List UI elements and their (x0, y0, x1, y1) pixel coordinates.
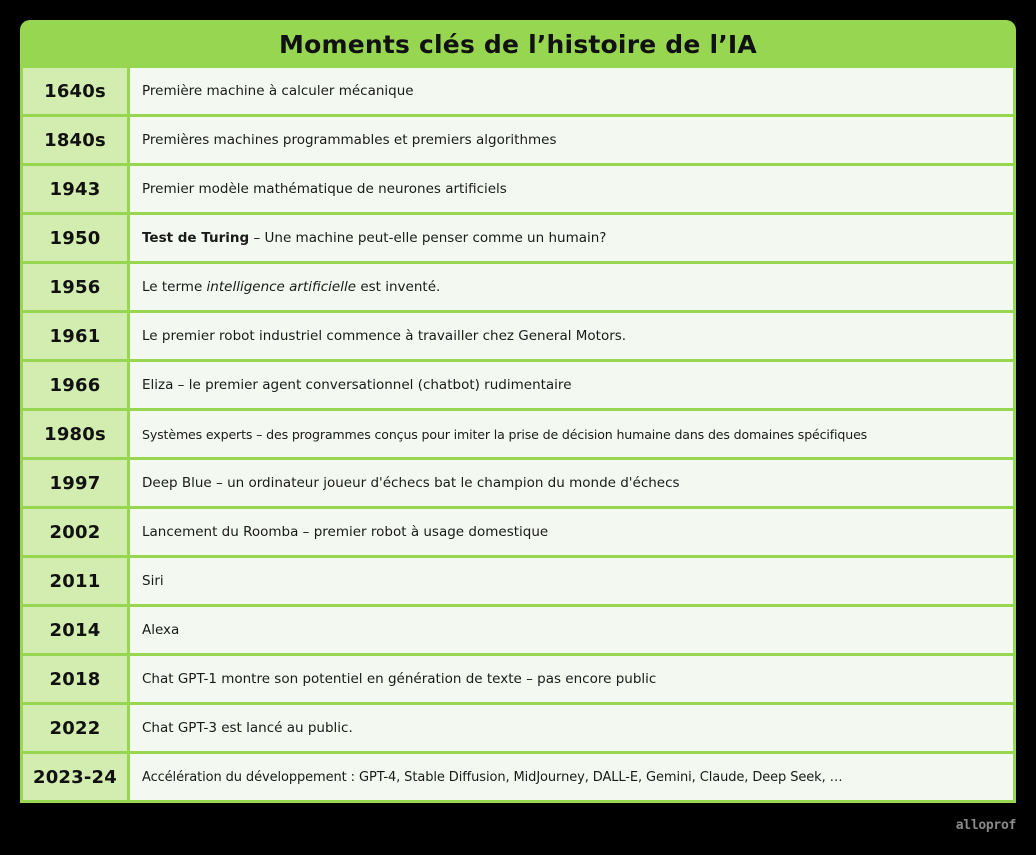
description-cell (130, 754, 1013, 800)
description-bold: Test de Turing (142, 230, 250, 246)
table-row (23, 215, 1013, 261)
table-row (23, 411, 1013, 457)
year-cell: 1640s (23, 68, 127, 114)
table-row (23, 705, 1013, 751)
description-cell (130, 558, 1013, 604)
description-text: Première machine à calculer mécanique (142, 83, 414, 99)
description-text: Alexa (142, 622, 180, 638)
year-cell: 2002 (23, 509, 127, 555)
table-row (23, 558, 1013, 604)
description-text: Lancement du Roomba – premier robot à usage domestique (142, 524, 549, 540)
year-cell: 1961 (23, 313, 127, 359)
year-cell: 1980s (23, 411, 127, 457)
table-row (23, 656, 1013, 702)
year-cell: 2022 (23, 705, 127, 751)
description-italic: intelligence artificielle (206, 279, 357, 295)
description-cell (130, 411, 1013, 457)
year-cell: 1943 (23, 166, 127, 212)
table-row (23, 68, 1013, 114)
description-text-end: est inventé. (356, 279, 441, 295)
description-text: Chat GPT-3 est lancé au public. (142, 720, 353, 736)
year-cell: 2018 (23, 656, 127, 702)
year-cell: 1966 (23, 362, 127, 408)
description-cell (130, 264, 1013, 310)
table-row (23, 117, 1013, 163)
description-cell (130, 656, 1013, 702)
description-text: Le terme (142, 279, 207, 295)
table-row (23, 754, 1013, 800)
table-title: Moments clés de l’histoire de l’IA (279, 29, 757, 59)
year-cell: 2014 (23, 607, 127, 653)
description-cell (130, 607, 1013, 653)
description-text: Systèmes experts – des programmes conçus pour imiter la prise de décision humaine dans des domaines spécifiques (142, 426, 868, 442)
table-row (23, 362, 1013, 408)
description-cell (130, 705, 1013, 751)
description-cell (130, 68, 1013, 114)
description-cell (130, 509, 1013, 555)
description-text: Eliza – le premier agent conversationnel (chatbot) rudimentaire (142, 377, 572, 393)
description-cell (130, 362, 1013, 408)
description-text: Chat GPT-1 montre son potentiel en génération de texte – pas encore public (142, 671, 657, 687)
description-text: Premières machines programmables et premiers algorithmes (142, 132, 557, 148)
description-cell (130, 313, 1013, 359)
description-text: Accélération du développement : GPT-4, Stable Diffusion, MidJourney, DALL-E, Gemini, Claude, Deep Seek, … (142, 769, 843, 785)
table-row (23, 313, 1013, 359)
description-cell (130, 215, 1013, 261)
description-text: Le premier robot industriel commence à travailler chez General Motors. (142, 328, 627, 344)
description-cell (130, 166, 1013, 212)
year-cell: 1956 (23, 264, 127, 310)
table-row (23, 264, 1013, 310)
year-cell: 1840s (23, 117, 127, 163)
description-cell (130, 117, 1013, 163)
description-text: – Une machine peut-elle penser comme un humain? (249, 230, 607, 246)
year-cell: 2011 (23, 558, 127, 604)
table-row (23, 166, 1013, 212)
table-row (23, 460, 1013, 506)
year-cell: 1950 (23, 215, 127, 261)
year-cell: 2023-24 (23, 754, 127, 800)
table-row (23, 509, 1013, 555)
alloprof-logo: alloprof (955, 818, 1016, 833)
table-row (23, 607, 1013, 653)
table-body (23, 68, 1013, 800)
description-text: Premier modèle mathématique de neurones artificiels (142, 181, 507, 197)
description-cell (130, 460, 1013, 506)
timeline-table (20, 20, 1016, 803)
year-cell: 1997 (23, 460, 127, 506)
description-text: Deep Blue – un ordinateur joueur d'échecs bat le champion du monde d'échecs (142, 475, 680, 491)
description-text: Siri (142, 573, 164, 589)
